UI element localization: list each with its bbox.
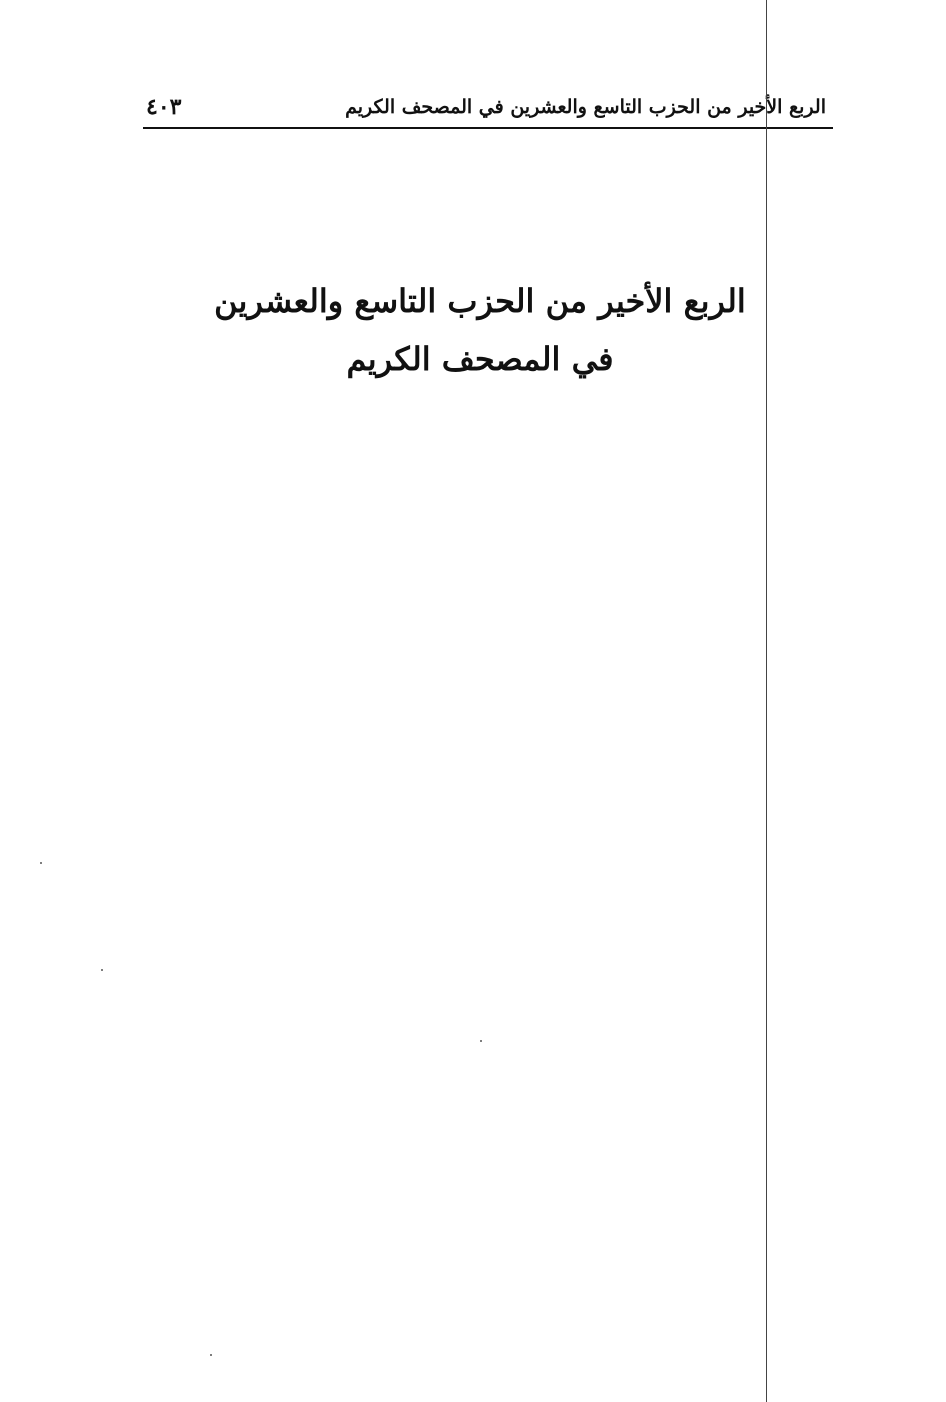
binding-edge-line <box>766 0 767 1402</box>
scan-speck <box>101 969 103 971</box>
section-title-line-1: الربع الأخير من الحزب التاسع والعشرين <box>214 282 746 320</box>
scan-speck <box>210 1354 212 1356</box>
scan-speck <box>480 1040 482 1042</box>
section-title-line-2: في المصحف الكريم <box>346 340 614 378</box>
running-header-title: الربع الأخير من الحزب التاسع والعشرين في المصحف الكريم <box>345 96 826 118</box>
scan-speck <box>40 862 42 864</box>
header-rule <box>143 127 833 129</box>
page-number: ٤٠٣ <box>146 94 182 120</box>
